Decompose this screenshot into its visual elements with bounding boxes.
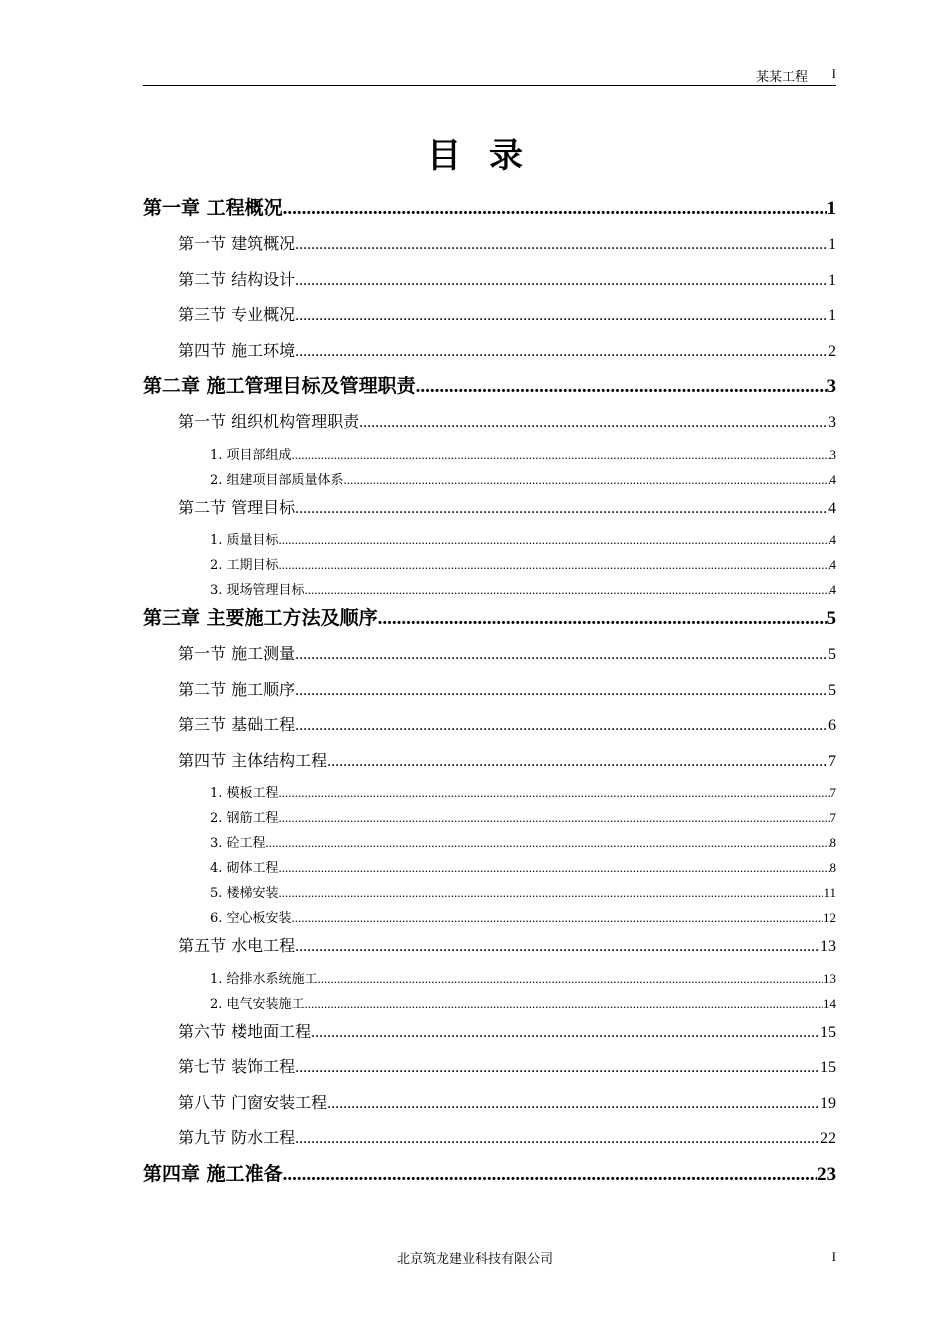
toc-subsection[interactable] [143, 906, 836, 931]
toc-section[interactable] [143, 1017, 836, 1053]
toc-entry-label: 2. 钢筋工程 [210, 811, 279, 826]
toc-dot-leader [279, 856, 830, 880]
toc-dot-leader [295, 337, 828, 367]
toc-entry-label: 第四节 施工环境 [178, 340, 296, 360]
toc-entry-page: 1 [828, 236, 836, 253]
toc-entry-label: 第六节 楼地面工程 [178, 1021, 312, 1041]
toc-entry-page: 4 [829, 532, 836, 547]
toc-section[interactable] [143, 675, 836, 711]
toc-entry-page: 4 [829, 582, 836, 597]
toc-dot-leader [279, 528, 830, 552]
toc-entry-page: 15 [820, 1023, 836, 1041]
toc-dot-leader [295, 640, 828, 670]
toc-entry-label: 4. 砌体工程 [210, 861, 279, 876]
toc-section[interactable] [143, 1052, 836, 1088]
toc-dot-leader [318, 967, 823, 991]
toc-section[interactable] [143, 1088, 836, 1124]
header-title: 某某工程 [755, 70, 808, 85]
toc-entry-label: 5. 楼梯安装 [210, 886, 279, 901]
toc-dot-leader [283, 194, 827, 224]
toc-entry-label: 第二节 施工顺序 [178, 679, 296, 699]
toc-entry-page: 4 [828, 499, 836, 517]
toc-entry-page: 2 [828, 342, 836, 360]
toc-section[interactable] [143, 493, 836, 529]
toc-entry-page: 1 [828, 271, 836, 289]
toc-entry-label: 1. 模板工程 [210, 786, 279, 801]
toc-dot-leader [292, 906, 823, 930]
toc-entry-label: 1. 项目部组成 [210, 447, 292, 463]
toc-section[interactable] [143, 746, 836, 782]
toc-dot-leader [416, 372, 827, 402]
toc-entry-label: 第三章 主要施工方法及顺序 [143, 607, 378, 629]
toc-entry-label: 第一节 建筑概况 [178, 234, 296, 253]
toc-entry-page: 23 [817, 1163, 836, 1185]
toc-entry-page: 7 [829, 785, 836, 800]
toc-dot-leader [292, 443, 830, 467]
toc-chapter[interactable] [143, 193, 836, 229]
toc-subsection[interactable] [143, 831, 836, 856]
toc-subsection[interactable] [143, 806, 836, 831]
toc-chapter[interactable] [143, 603, 836, 639]
toc-dot-leader [295, 1053, 820, 1083]
toc-entry-label: 第九节 防水工程 [178, 1128, 296, 1147]
toc-entry-page: 1 [826, 198, 836, 219]
toc-dot-leader [295, 1124, 820, 1154]
toc-subsection[interactable] [143, 856, 836, 881]
toc-entry-label: 2. 工期目标 [210, 558, 279, 573]
toc-entry-page: 3 [828, 414, 836, 431]
toc-dot-leader [266, 831, 830, 855]
toc-dot-leader [283, 1160, 817, 1190]
toc-section[interactable] [143, 407, 836, 443]
toc-entry-page: 19 [820, 1094, 836, 1112]
toc-dot-leader [295, 266, 828, 296]
toc-dot-leader [295, 932, 820, 962]
toc-entry-label: 第一节 施工测量 [178, 644, 296, 663]
toc-entry-label: 第五节 水电工程 [178, 936, 296, 955]
toc-section[interactable] [143, 710, 836, 746]
toc-chapter[interactable] [143, 371, 836, 407]
toc-entry-label: 1. 质量目标 [210, 533, 279, 548]
toc-entry-page: 3 [829, 446, 836, 462]
toc-dot-leader [295, 711, 828, 741]
toc-entry-label: 第一节 组织机构管理职责 [178, 412, 360, 431]
toc-section[interactable] [143, 336, 836, 372]
toc-entry-page: 8 [829, 860, 836, 875]
toc-subsection[interactable] [143, 781, 836, 806]
toc-entry-label: 第七节 装饰工程 [178, 1057, 296, 1076]
toc-entry-page: 14 [823, 995, 836, 1011]
toc-dot-leader [279, 881, 824, 905]
page-header [143, 64, 836, 86]
toc-dot-leader [305, 992, 823, 1016]
toc-entry-page: 5 [828, 646, 836, 663]
toc-entry-page: 12 [823, 910, 836, 925]
toc-entry-page: 13 [823, 970, 836, 986]
toc-dot-leader [295, 230, 828, 260]
toc-entry-page: 4 [829, 471, 836, 487]
toc-dot-leader [305, 578, 830, 602]
table-of-contents [143, 193, 836, 1195]
toc-dot-leader [311, 1018, 820, 1048]
toc-dot-leader [344, 468, 830, 492]
toc-section[interactable] [143, 639, 836, 675]
toc-section[interactable] [143, 229, 836, 265]
toc-entry-label: 6. 空心板安装 [210, 911, 292, 926]
toc-subsection[interactable] [143, 881, 836, 906]
toc-entry-page: 4 [829, 557, 836, 572]
footer-page-number: I [831, 1249, 836, 1264]
toc-dot-leader [359, 408, 828, 438]
footer-company: 北京筑龙建业科技有限公司 [396, 1252, 553, 1267]
toc-entry-label: 第二章 施工管理目标及管理职责 [143, 375, 416, 397]
toc-entry-page: 3 [826, 376, 836, 397]
toc-entry-label: 第二节 管理目标 [178, 497, 296, 517]
toc-entry-page: 7 [829, 810, 836, 825]
toc-subsection[interactable] [143, 967, 836, 992]
toc-entry-page: 5 [828, 681, 836, 699]
toc-dot-leader [279, 806, 830, 830]
toc-subsection[interactable] [143, 553, 836, 578]
toc-dot-leader [295, 494, 828, 524]
toc-subsection[interactable] [143, 992, 836, 1017]
toc-entry-page: 1 [828, 307, 836, 324]
toc-entry-page: 7 [828, 752, 836, 770]
toc-entry-page: 15 [820, 1059, 836, 1076]
toc-entry-label: 第四节 主体结构工程 [178, 750, 328, 770]
toc-entry-label: 第三节 专业概况 [178, 305, 296, 324]
toc-subsection[interactable] [143, 528, 836, 553]
toc-dot-leader [279, 553, 830, 577]
header-page-number: I [831, 66, 836, 81]
page-title: 目录 [427, 136, 551, 176]
toc-entry-label: 1. 给排水系统施工 [210, 971, 318, 987]
toc-entry-page: 8 [829, 835, 836, 850]
toc-entry-label: 第四章 施工准备 [143, 1162, 283, 1185]
toc-entry-page: 5 [826, 608, 836, 629]
toc-entry-label: 3. 砼工程 [210, 836, 266, 851]
toc-entry-page: 13 [820, 938, 836, 955]
toc-subsection[interactable] [143, 578, 836, 603]
toc-entry-label: 3. 现场管理目标 [210, 583, 305, 598]
toc-entry-label: 2. 组建项目部质量体系 [210, 472, 344, 488]
toc-entry-label: 第八节 门窗安装工程 [178, 1092, 328, 1112]
toc-section[interactable] [143, 931, 836, 967]
toc-dot-leader [279, 781, 830, 805]
toc-entry-label: 第一章 工程概况 [143, 197, 283, 219]
toc-entry-label: 第二节 结构设计 [178, 269, 296, 289]
toc-section[interactable] [143, 1123, 836, 1159]
toc-entry-label: 第三节 基础工程 [178, 715, 296, 734]
toc-subsection[interactable] [143, 468, 836, 493]
toc-dot-leader [378, 604, 827, 634]
toc-section[interactable] [143, 300, 836, 336]
toc-dot-leader [327, 747, 828, 777]
toc-dot-leader [295, 301, 828, 331]
toc-entry-label: 2. 电气安装施工 [210, 996, 305, 1012]
toc-chapter[interactable] [143, 1159, 836, 1195]
toc-dot-leader [327, 1089, 820, 1119]
toc-entry-page: 22 [820, 1130, 836, 1147]
toc-subsection[interactable] [143, 443, 836, 468]
toc-dot-leader [295, 676, 828, 706]
toc-section[interactable] [143, 265, 836, 301]
toc-entry-page: 6 [828, 717, 836, 734]
toc-entry-page: 11 [823, 885, 836, 900]
